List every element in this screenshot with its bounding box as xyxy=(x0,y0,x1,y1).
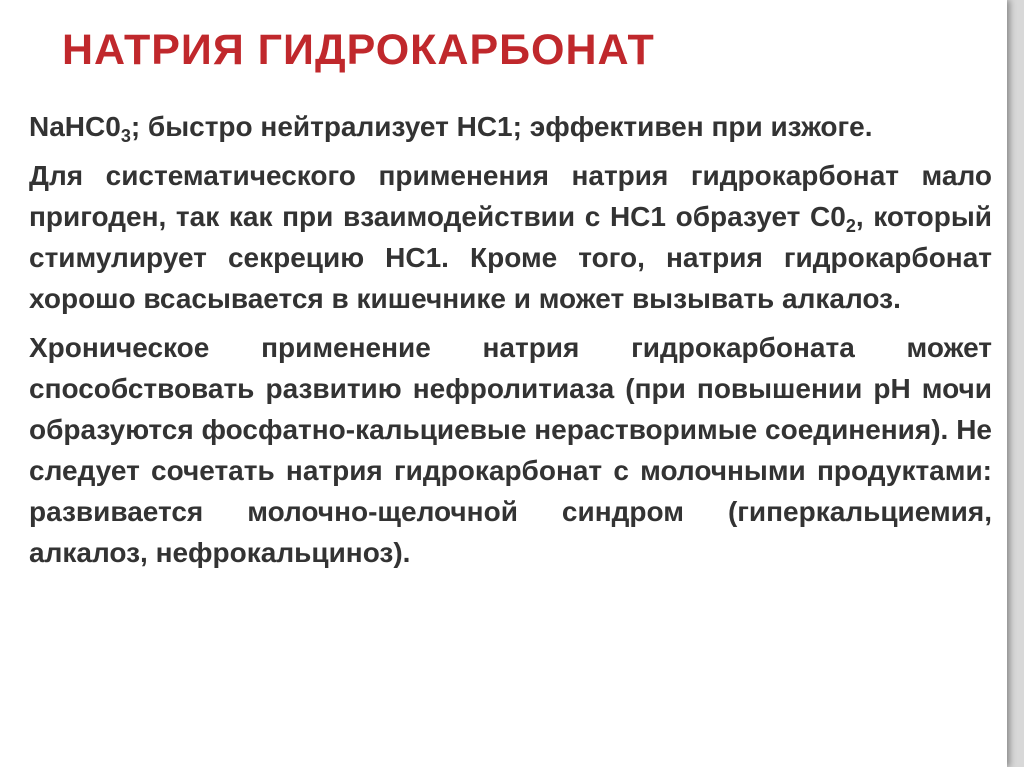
co2-subscript: 2 xyxy=(845,216,856,236)
slide-title: НАТРИЯ ГИДРОКАРБОНАТ xyxy=(62,26,655,74)
paragraph-chronic-use xyxy=(29,327,992,573)
formula-description: ; быстро нейтрализует НС1; эффективен при изжоге. xyxy=(130,111,873,142)
paragraph-formula xyxy=(29,106,992,147)
systemic-use-text-2: , который стимулирует секрецию НС1. Кроме того, натрия гидрокарбонат хорошо всасывается в кишечнике и может вызывать алкалоз. xyxy=(29,201,992,314)
formula-text: NaHC0 xyxy=(29,111,121,142)
paragraph-systemic-use xyxy=(29,155,992,319)
formula-subscript: 3 xyxy=(120,126,131,146)
slide-body xyxy=(29,106,992,581)
chronic-use-text: Хроническое применение натрия гидрокарбоната может способствовать развитию нефролитиаза (при повышении рН мочи образуются фосфатно-кальциевые нерастворимые соединения). Не следует сочетать натрия гидрокарбонат с молочными продуктами: развивается молочно-щелочной синдром (гиперкальциемия, алкалоз, нефрокальциноз). xyxy=(29,332,992,568)
systemic-use-text-1: Для систематического применения натрия гидрокарбонат мало пригоден, так как при взаимодействии с НС1 образует С0 xyxy=(29,160,992,232)
